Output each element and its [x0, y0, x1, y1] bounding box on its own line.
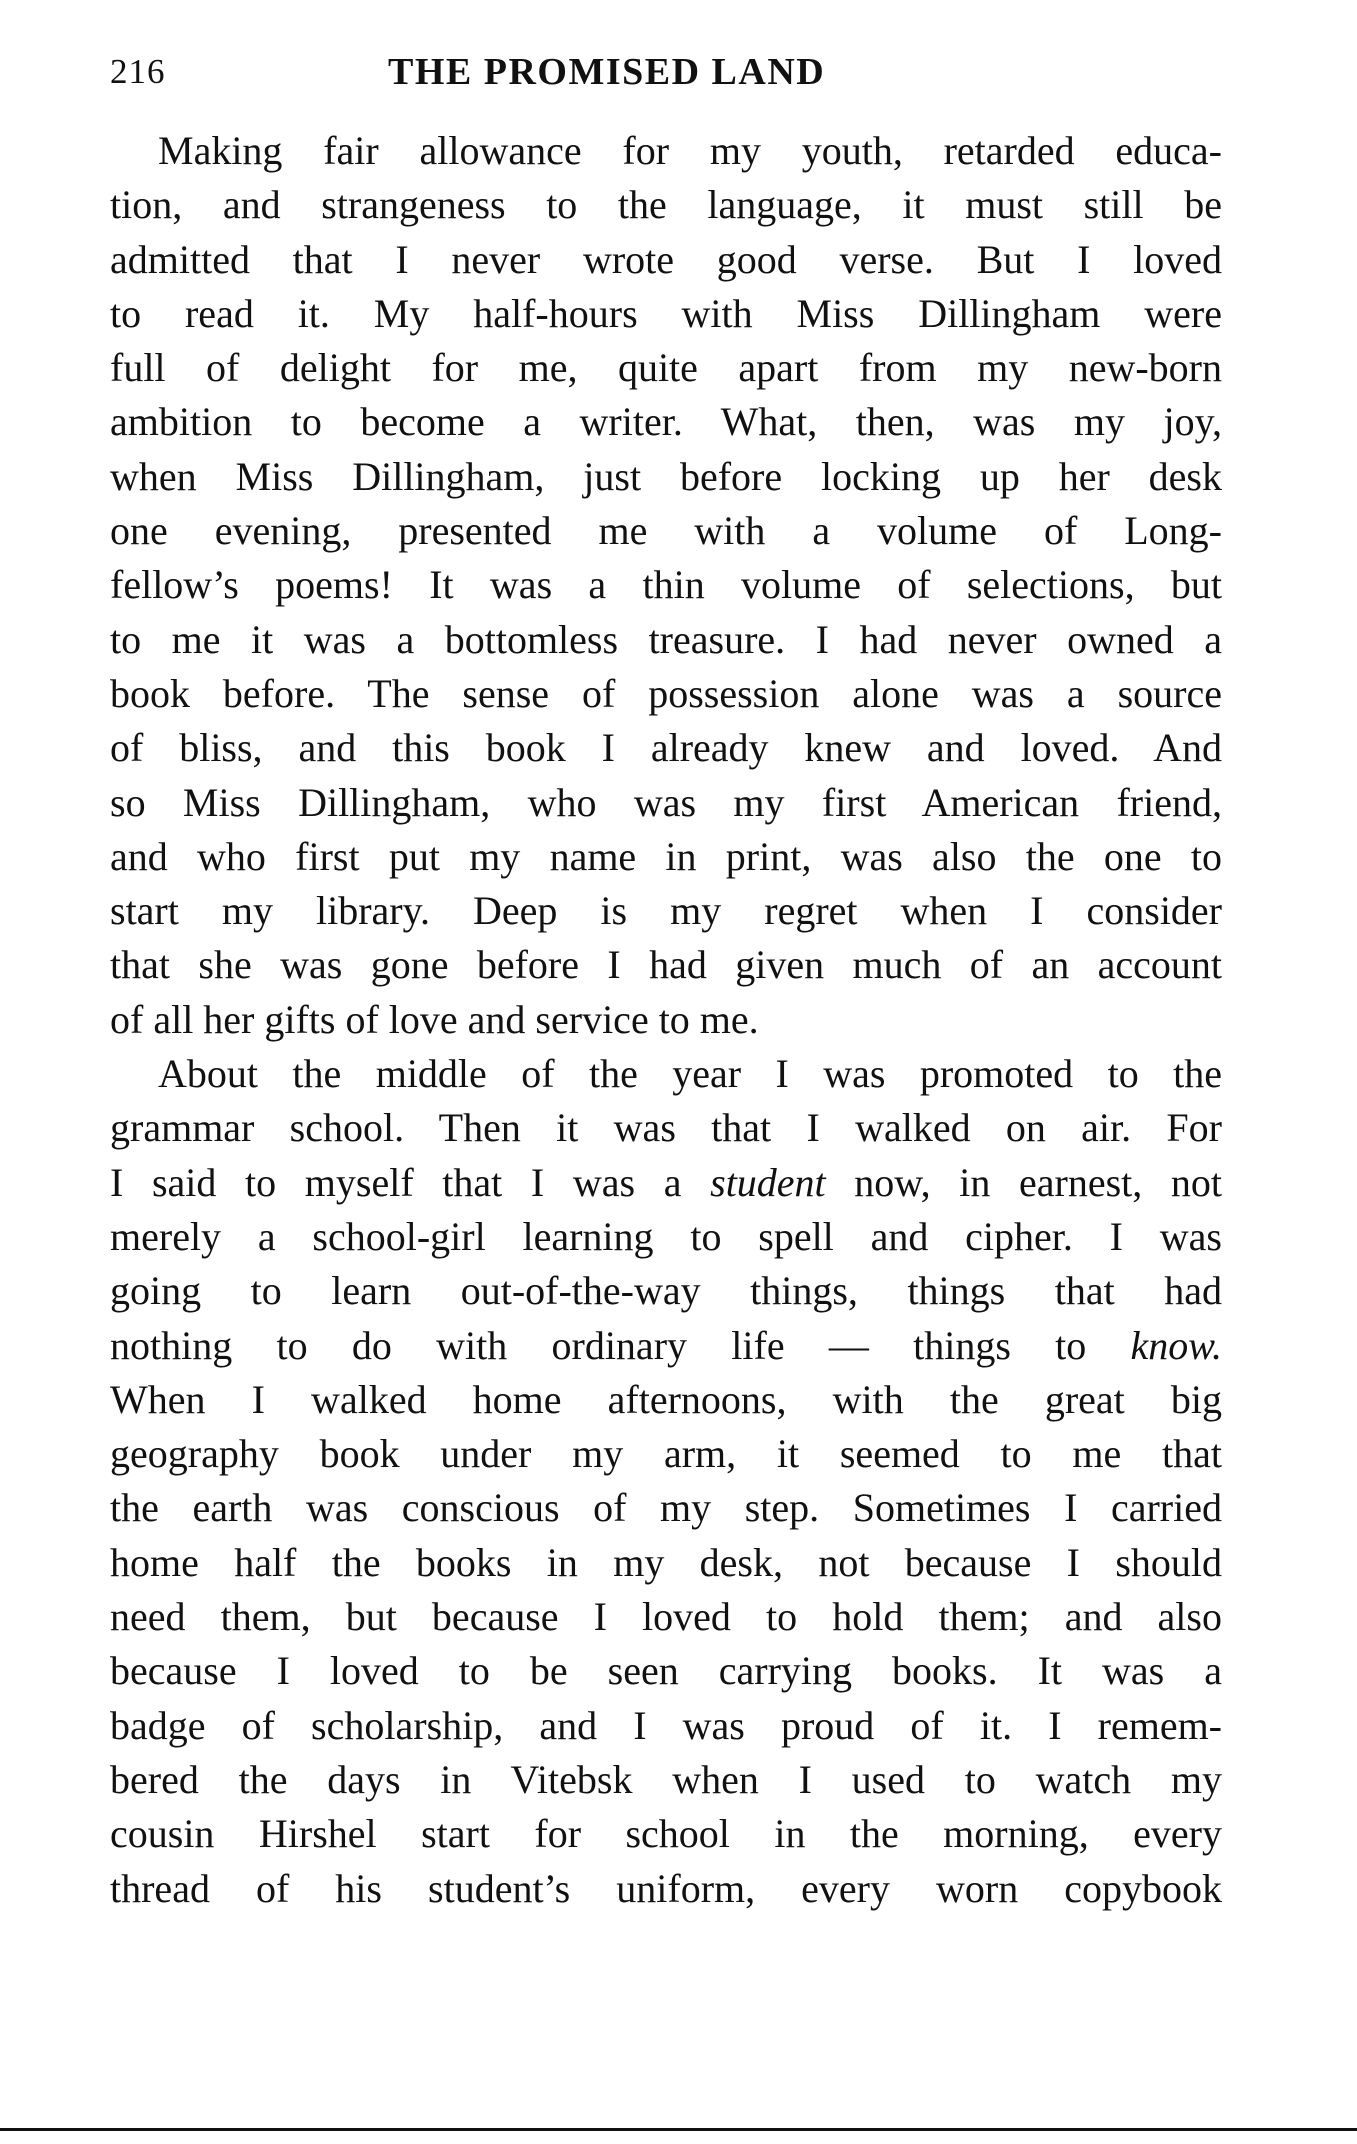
page-bottom-rule	[0, 2128, 1357, 2131]
line-text-before: I said to myself that I was a	[110, 1159, 711, 1205]
text-line-with-emphasis	[110, 1156, 1222, 1210]
text-line: going to learn out-of-the-way things, things that had	[110, 1268, 1222, 1314]
text-line: thread of his student’s uniform, every worn copybook	[110, 1865, 1222, 1911]
running-title: THE PROMISED LAND	[388, 51, 826, 93]
text-line: When I walked home afternoons, with the great big	[110, 1376, 1222, 1422]
text-line: of all her gifts of love and service to me.	[110, 996, 759, 1042]
running-head	[110, 42, 1222, 102]
line-text-after: now, in earnest, not	[825, 1159, 1223, 1205]
body-text	[110, 124, 1222, 1916]
line-text-before: nothing to do with ordinary life — things to	[110, 1322, 1131, 1368]
text-line: start my library. Deep is my regret when I consider	[110, 888, 1222, 934]
text-line: one evening, presented me with a volume of Long-	[110, 508, 1222, 554]
text-line: badge of scholarship, and I was proud of it. I remem-	[110, 1702, 1222, 1748]
text-line: About the middle of the year I was promoted to the	[158, 1051, 1222, 1097]
text-line: to read it. My half-hours with Miss Dillingham were	[110, 290, 1222, 336]
text-line: fellow’s poems! It was a thin volume of selections, but	[110, 562, 1222, 608]
text-line-with-emphasis	[110, 1319, 1222, 1373]
text-line: home half the books in my desk, not because I should	[110, 1539, 1222, 1585]
text-line: because I loved to be seen carrying books. It was a	[110, 1648, 1222, 1694]
text-line: grammar school. Then it was that I walked on air. For	[110, 1105, 1222, 1151]
text-line: merely a school-girl learning to spell and cipher. I was	[110, 1213, 1222, 1259]
page-number: 216	[110, 52, 166, 91]
text-line: cousin Hirshel start for school in the morning, every	[110, 1811, 1222, 1857]
text-line: geography book under my arm, it seemed to me that	[110, 1431, 1222, 1477]
text-line: of bliss, and this book I already knew and loved. And	[110, 725, 1222, 771]
text-line: need them, but because I loved to hold them; and also	[110, 1594, 1222, 1640]
text-line: admitted that I never wrote good verse. But I loved	[110, 236, 1222, 282]
text-line: ambition to become a writer. What, then, was my joy,	[110, 399, 1222, 445]
text-line: tion, and strangeness to the language, it must still be	[110, 182, 1222, 228]
emphasis-student: student	[710, 1159, 826, 1205]
text-line: to me it was a bottomless treasure. I had never owned a	[110, 616, 1222, 662]
text-line: that she was gone before I had given much of an account	[110, 942, 1222, 988]
text-line: book before. The sense of possession alone was a source	[110, 670, 1222, 716]
text-line: when Miss Dillingham, just before locking up her desk	[110, 453, 1222, 499]
text-line: bered the days in Vitebsk when I used to watch my	[110, 1756, 1222, 1802]
text-line: the earth was conscious of my step. Sometimes I carried	[110, 1485, 1222, 1531]
emphasis-know: know.	[1130, 1322, 1222, 1368]
text-line: full of delight for me, quite apart from my new-born	[110, 345, 1222, 391]
text-line: so Miss Dillingham, who was my first American friend,	[110, 779, 1222, 825]
text-line: and who first put my name in print, was also the one to	[110, 833, 1222, 879]
text-line: Making fair allowance for my youth, retarded educa-	[158, 128, 1222, 173]
